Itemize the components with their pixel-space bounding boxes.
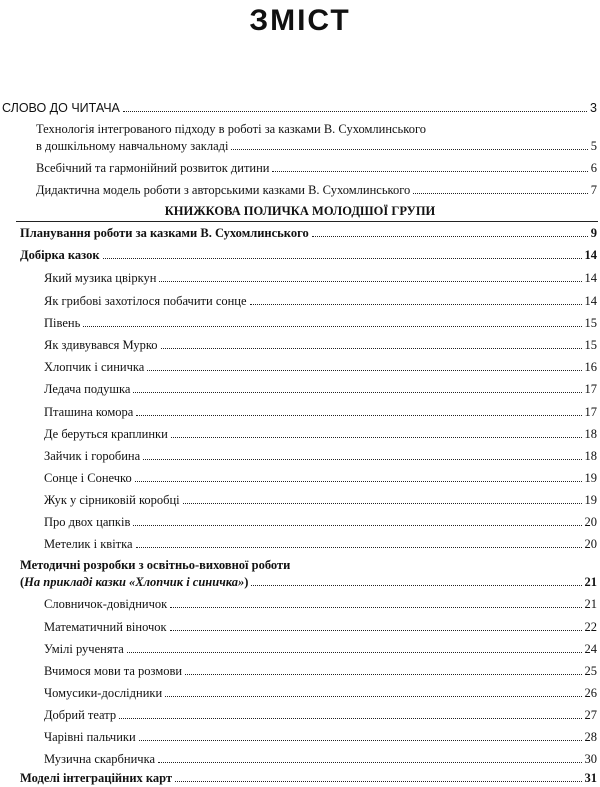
toc-page-number: 30 (584, 752, 597, 766)
toc-entry-label: Чомусики-дослідники (44, 686, 163, 700)
toc-page-number: 18 (584, 427, 597, 441)
leader-dots (272, 161, 587, 172)
toc-page-number: 21 (584, 575, 597, 589)
toc-entry-label: Чарівні пальчики (44, 730, 136, 744)
section-heading: КНИЖКОВА ПОЛИЧКА МОЛОДШОЇ ГРУПИ (164, 204, 436, 218)
toc-entry-didactic-model[interactable] (36, 183, 597, 197)
toc-page-number: 26 (584, 686, 597, 700)
toc-page-number: 28 (584, 730, 597, 744)
leader-dots (165, 686, 581, 697)
toc-entry-method[interactable] (44, 686, 597, 700)
toc-entry-label: Хлопчик і синичка (44, 360, 145, 374)
leader-dots (136, 405, 581, 416)
toc-entry-planning[interactable] (20, 226, 597, 240)
toc-entry-label: Умілі рученята (44, 642, 124, 656)
toc-page-number: 24 (584, 642, 597, 656)
leader-dots (170, 620, 582, 631)
toc-entry-intro[interactable] (2, 101, 597, 115)
leader-dots (103, 248, 582, 259)
leader-dots (185, 664, 581, 675)
leader-dots (159, 271, 581, 282)
toc-page-number: 20 (584, 537, 597, 551)
toc-page-number: 16 (584, 360, 597, 374)
toc-entry-label: Дидактична модель роботи з авторськими казками В. Сухомлинського (36, 183, 411, 197)
toc-entry-label: Добірка казок (20, 248, 100, 262)
toc-entry-label: Технологія інтегрованого підходу в роботі за казками В. Сухомлинського (36, 122, 427, 136)
toc-entry-label: в дошкільному навчальному закладі (36, 139, 229, 153)
toc-entry-tale[interactable] (44, 515, 597, 529)
toc-page-number: 27 (584, 708, 597, 722)
toc-entry-label: Моделі інтеграційних карт (20, 771, 173, 785)
toc-entry-method[interactable] (44, 752, 597, 766)
page-title: ЗМІСТ (249, 4, 351, 37)
toc-entry-tale[interactable] (44, 405, 597, 419)
toc-entry-label: Ледача подушка (44, 382, 131, 396)
leader-dots (251, 575, 581, 586)
leader-dots (170, 597, 581, 608)
toc-entry-label: Метелик і квітка (44, 537, 133, 551)
toc-page-number: 7 (590, 183, 597, 197)
toc-entry-method[interactable] (44, 620, 597, 634)
toc-entry-tale[interactable] (44, 382, 597, 396)
toc-entry-method[interactable] (44, 597, 597, 611)
toc-page-number: 3 (590, 101, 597, 115)
toc-page-number: 21 (584, 597, 597, 611)
toc-entry-tale[interactable] (44, 294, 597, 308)
toc-page-number: 22 (584, 620, 597, 634)
toc-entry-label: Півень (44, 316, 81, 330)
toc-entry-method[interactable] (44, 730, 597, 744)
leader-dots (139, 730, 582, 741)
toc-entry-label: Вчимося мови та розмови (44, 664, 183, 678)
leader-dots (183, 493, 582, 504)
leader-dots (135, 471, 582, 482)
leader-dots (161, 338, 582, 349)
toc-entry-method[interactable] (44, 708, 597, 722)
toc-page-number: 14 (584, 248, 597, 262)
toc-entry-technology[interactable] (36, 139, 597, 153)
toc-entry-tale[interactable] (44, 537, 597, 551)
toc-entry-label: Де беруться краплинки (44, 427, 168, 441)
toc-entry-method[interactable] (44, 664, 597, 678)
toc-page-number: 14 (584, 294, 597, 308)
toc-page-number: 19 (584, 493, 597, 507)
toc-page-number: 15 (584, 338, 597, 352)
toc-entry-development[interactable] (36, 161, 597, 175)
leader-dots (136, 537, 582, 548)
toc-page-number: 14 (584, 271, 597, 285)
leader-dots (119, 708, 581, 719)
section-divider (16, 221, 598, 222)
toc-page-number: 20 (584, 515, 597, 529)
toc-entry-label: Музична скарбничка (44, 752, 156, 766)
toc-page-number: 17 (584, 382, 597, 396)
leader-dots (147, 360, 581, 371)
toc-entry-label: Як грибові захотілося побачити сонце (44, 294, 247, 308)
toc-entry-label: Всебічний та гармонійний розвиток дитини (36, 161, 270, 175)
toc-entry-label: Планування роботи за казками В. Сухомлинського (20, 226, 309, 240)
toc-entry-label: Словничок-довідничок (44, 597, 168, 611)
leader-dots (143, 449, 581, 460)
toc-entry-label: Сонце і Сонечко (44, 471, 132, 485)
toc-entry-label: Який музика цвіркун (44, 271, 157, 285)
toc-entry-tale[interactable] (44, 493, 597, 507)
leader-dots (127, 642, 582, 653)
toc-entry-tale[interactable] (44, 360, 597, 374)
toc-entry-tale[interactable] (44, 427, 597, 441)
toc-entry-label: Жук у сірниковій коробці (44, 493, 180, 507)
toc-page-number: 31 (584, 771, 597, 785)
toc-entry-label: СЛОВО ДО ЧИТАЧА (2, 101, 120, 115)
toc-entry-tale[interactable] (44, 271, 597, 285)
leader-dots (175, 771, 581, 782)
toc-entry-label: Як здивувався Мурко (44, 338, 158, 352)
toc-entry-tale[interactable] (44, 338, 597, 352)
toc-page-number: 5 (590, 139, 597, 153)
toc-entry-tale[interactable] (44, 316, 597, 330)
toc-entry-method[interactable] (44, 642, 597, 656)
toc-entry-label: Про двох цапків (44, 515, 131, 529)
leader-dots (133, 382, 581, 393)
toc-entry-label: Пташина комора (44, 405, 134, 419)
toc-page-number: 19 (584, 471, 597, 485)
toc-entry-label: Математичний віночок (44, 620, 167, 634)
toc-page-number: 6 (590, 161, 597, 175)
toc-page-number: 18 (584, 449, 597, 463)
toc-entry-integration-maps[interactable] (20, 771, 597, 785)
toc-entry-label: Добрий театр (44, 708, 117, 722)
leader-dots (231, 139, 587, 150)
toc-page-number: 15 (584, 316, 597, 330)
toc-page-number: 25 (584, 664, 597, 678)
leader-dots (171, 427, 582, 438)
leader-dots (413, 183, 587, 194)
leader-dots (83, 316, 581, 327)
toc-entry-tale[interactable] (44, 449, 597, 463)
toc-entry-tales[interactable] (20, 248, 597, 262)
leader-dots (158, 752, 581, 763)
toc-entry-methods[interactable] (20, 575, 597, 589)
toc-entry-label: (На прикладі казки «Хлопчик і синичка») (20, 575, 249, 589)
toc-entry-label: Методичні розробки з освітньо-виховної роботи (20, 558, 291, 572)
leader-dots (123, 101, 587, 112)
leader-dots (133, 515, 581, 526)
leader-dots (250, 294, 582, 305)
toc-entry-label: Зайчик і горобина (44, 449, 141, 463)
toc-page-number: 17 (584, 405, 597, 419)
toc-page-number: 9 (590, 226, 597, 240)
toc-entry-tale[interactable] (44, 471, 597, 485)
leader-dots (312, 226, 588, 237)
